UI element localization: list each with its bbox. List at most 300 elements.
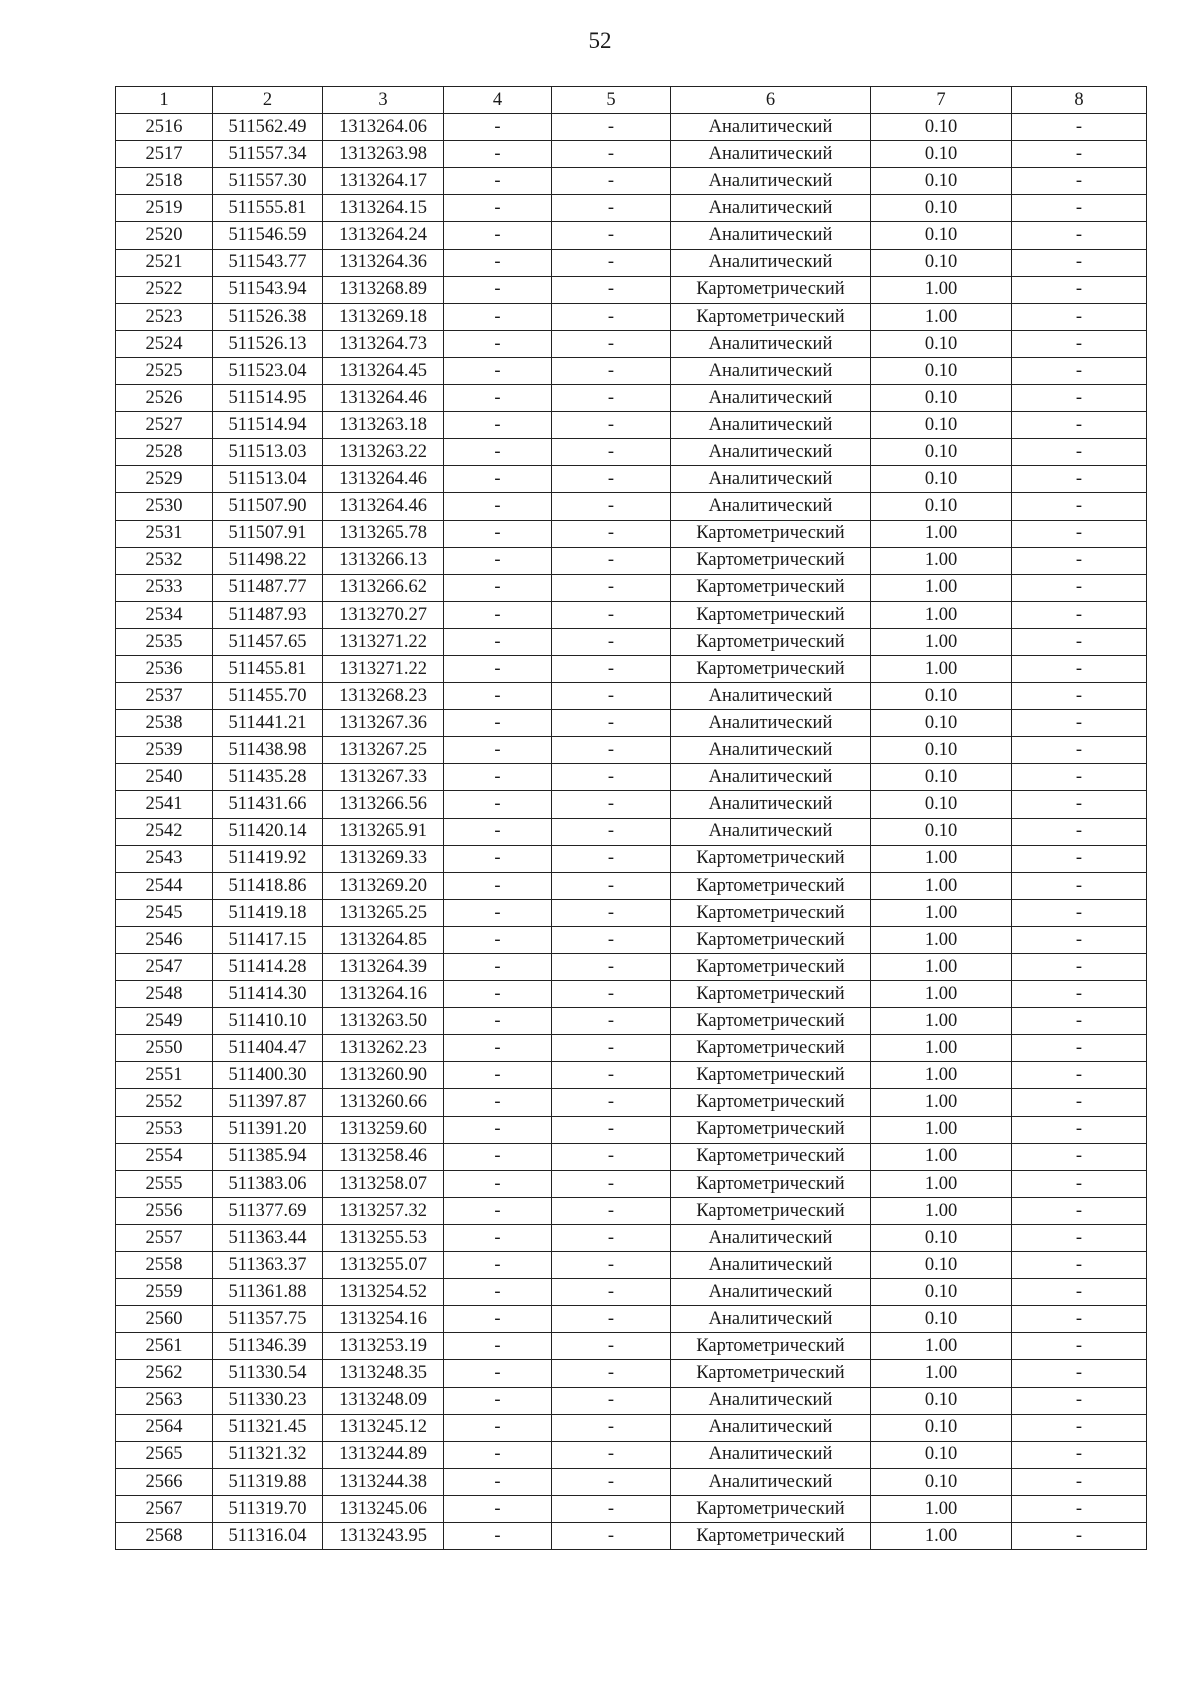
column-5-cell: - [552, 574, 671, 601]
point-number-cell: 2553 [116, 1116, 213, 1143]
column-5-cell: - [552, 1170, 671, 1197]
x-coordinate-cell: 511487.77 [213, 574, 323, 601]
point-number-cell: 2551 [116, 1062, 213, 1089]
table-row [116, 601, 1147, 628]
column-4-cell: - [444, 1495, 552, 1522]
table-row [116, 520, 1147, 547]
column-4-cell: - [444, 981, 552, 1008]
accuracy-cell: 0.10 [871, 1441, 1012, 1468]
column-8-cell: - [1012, 845, 1147, 872]
point-number-cell: 2516 [116, 114, 213, 141]
column-5-cell: - [552, 1116, 671, 1143]
column-4-cell: - [444, 1008, 552, 1035]
accuracy-cell: 1.00 [871, 1197, 1012, 1224]
column-header: 5 [552, 87, 671, 114]
point-number-cell: 2528 [116, 439, 213, 466]
column-4-cell: - [444, 466, 552, 493]
table-row [116, 303, 1147, 330]
accuracy-cell: 1.00 [871, 1522, 1012, 1549]
column-4-cell: - [444, 1089, 552, 1116]
point-number-cell: 2556 [116, 1197, 213, 1224]
column-8-cell: - [1012, 439, 1147, 466]
accuracy-cell: 0.10 [871, 1252, 1012, 1279]
accuracy-cell: 0.10 [871, 1306, 1012, 1333]
method-cell: Аналитический [671, 1252, 871, 1279]
method-cell: Аналитический [671, 466, 871, 493]
y-coordinate-cell: 1313265.78 [323, 520, 444, 547]
column-5-cell: - [552, 439, 671, 466]
y-coordinate-cell: 1313271.22 [323, 655, 444, 682]
x-coordinate-cell: 511526.13 [213, 330, 323, 357]
column-4-cell: - [444, 791, 552, 818]
y-coordinate-cell: 1313255.53 [323, 1224, 444, 1251]
point-number-cell: 2523 [116, 303, 213, 330]
column-5-cell: - [552, 601, 671, 628]
column-8-cell: - [1012, 276, 1147, 303]
point-number-cell: 2548 [116, 981, 213, 1008]
accuracy-cell: 1.00 [871, 1143, 1012, 1170]
column-5-cell: - [552, 357, 671, 384]
column-4-cell: - [444, 655, 552, 682]
column-8-cell: - [1012, 1441, 1147, 1468]
column-4-cell: - [444, 628, 552, 655]
x-coordinate-cell: 511562.49 [213, 114, 323, 141]
table-row [116, 412, 1147, 439]
table-row [116, 710, 1147, 737]
accuracy-cell: 0.10 [871, 249, 1012, 276]
method-cell: Аналитический [671, 791, 871, 818]
table-row [116, 872, 1147, 899]
x-coordinate-cell: 511419.92 [213, 845, 323, 872]
y-coordinate-cell: 1313265.25 [323, 899, 444, 926]
column-4-cell: - [444, 303, 552, 330]
accuracy-cell: 1.00 [871, 1089, 1012, 1116]
x-coordinate-cell: 511487.93 [213, 601, 323, 628]
point-number-cell: 2545 [116, 899, 213, 926]
method-cell: Аналитический [671, 1468, 871, 1495]
accuracy-cell: 1.00 [871, 276, 1012, 303]
table-row [116, 1197, 1147, 1224]
accuracy-cell: 0.10 [871, 683, 1012, 710]
accuracy-cell: 1.00 [871, 655, 1012, 682]
y-coordinate-cell: 1313271.22 [323, 628, 444, 655]
accuracy-cell: 0.10 [871, 168, 1012, 195]
y-coordinate-cell: 1313245.12 [323, 1414, 444, 1441]
y-coordinate-cell: 1313264.46 [323, 493, 444, 520]
method-cell: Аналитический [671, 683, 871, 710]
y-coordinate-cell: 1313263.98 [323, 141, 444, 168]
x-coordinate-cell: 511507.90 [213, 493, 323, 520]
table-row [116, 574, 1147, 601]
accuracy-cell: 0.10 [871, 1224, 1012, 1251]
method-cell: Аналитический [671, 737, 871, 764]
x-coordinate-cell: 511363.44 [213, 1224, 323, 1251]
column-4-cell: - [444, 439, 552, 466]
column-8-cell: - [1012, 601, 1147, 628]
method-cell: Картометрический [671, 899, 871, 926]
y-coordinate-cell: 1313264.46 [323, 466, 444, 493]
column-8-cell: - [1012, 1279, 1147, 1306]
accuracy-cell: 0.10 [871, 357, 1012, 384]
column-5-cell: - [552, 303, 671, 330]
column-8-cell: - [1012, 655, 1147, 682]
method-cell: Аналитический [671, 1414, 871, 1441]
table-row [116, 764, 1147, 791]
point-number-cell: 2554 [116, 1143, 213, 1170]
point-number-cell: 2525 [116, 357, 213, 384]
point-number-cell: 2531 [116, 520, 213, 547]
table-row [116, 845, 1147, 872]
y-coordinate-cell: 1313263.18 [323, 412, 444, 439]
y-coordinate-cell: 1313264.46 [323, 385, 444, 412]
method-cell: Картометрический [671, 601, 871, 628]
column-5-cell: - [552, 1008, 671, 1035]
method-cell: Картометрический [671, 954, 871, 981]
x-coordinate-cell: 511557.34 [213, 141, 323, 168]
method-cell: Картометрический [671, 1360, 871, 1387]
column-4-cell: - [444, 1333, 552, 1360]
column-5-cell: - [552, 222, 671, 249]
table-row [116, 1333, 1147, 1360]
column-5-cell: - [552, 899, 671, 926]
x-coordinate-cell: 511513.04 [213, 466, 323, 493]
table-row [116, 276, 1147, 303]
table-row [116, 737, 1147, 764]
column-8-cell: - [1012, 737, 1147, 764]
column-8-cell: - [1012, 412, 1147, 439]
column-8-cell: - [1012, 357, 1147, 384]
column-5-cell: - [552, 845, 671, 872]
x-coordinate-cell: 511418.86 [213, 872, 323, 899]
column-8-cell: - [1012, 1495, 1147, 1522]
accuracy-cell: 0.10 [871, 466, 1012, 493]
column-8-cell: - [1012, 628, 1147, 655]
table-row [116, 926, 1147, 953]
column-8-cell: - [1012, 1197, 1147, 1224]
column-4-cell: - [444, 899, 552, 926]
column-5-cell: - [552, 1062, 671, 1089]
table-row [116, 493, 1147, 520]
point-number-cell: 2542 [116, 818, 213, 845]
table-row [116, 1387, 1147, 1414]
table-header-row [116, 87, 1147, 114]
point-number-cell: 2543 [116, 845, 213, 872]
column-8-cell: - [1012, 926, 1147, 953]
point-number-cell: 2560 [116, 1306, 213, 1333]
y-coordinate-cell: 1313255.07 [323, 1252, 444, 1279]
column-4-cell: - [444, 222, 552, 249]
accuracy-cell: 0.10 [871, 764, 1012, 791]
column-5-cell: - [552, 683, 671, 710]
method-cell: Картометрический [671, 276, 871, 303]
method-cell: Картометрический [671, 1116, 871, 1143]
y-coordinate-cell: 1313257.32 [323, 1197, 444, 1224]
page-number: 52 [588, 28, 612, 53]
column-8-cell: - [1012, 1143, 1147, 1170]
method-cell: Аналитический [671, 439, 871, 466]
column-5-cell: - [552, 791, 671, 818]
accuracy-cell: 1.00 [871, 1035, 1012, 1062]
point-number-cell: 2557 [116, 1224, 213, 1251]
column-4-cell: - [444, 1252, 552, 1279]
column-5-cell: - [552, 926, 671, 953]
y-coordinate-cell: 1313264.36 [323, 249, 444, 276]
table-row [116, 1522, 1147, 1549]
table-row [116, 222, 1147, 249]
point-number-cell: 2536 [116, 655, 213, 682]
table-row [116, 1441, 1147, 1468]
accuracy-cell: 1.00 [871, 1495, 1012, 1522]
x-coordinate-cell: 511555.81 [213, 195, 323, 222]
x-coordinate-cell: 511438.98 [213, 737, 323, 764]
table-row [116, 1008, 1147, 1035]
x-coordinate-cell: 511419.18 [213, 899, 323, 926]
accuracy-cell: 1.00 [871, 1170, 1012, 1197]
column-4-cell: - [444, 1441, 552, 1468]
y-coordinate-cell: 1313264.24 [323, 222, 444, 249]
table-row [116, 1468, 1147, 1495]
table-row [116, 899, 1147, 926]
method-cell: Картометрический [671, 303, 871, 330]
point-number-cell: 2537 [116, 683, 213, 710]
point-number-cell: 2568 [116, 1522, 213, 1549]
point-number-cell: 2517 [116, 141, 213, 168]
column-5-cell: - [552, 954, 671, 981]
point-number-cell: 2520 [116, 222, 213, 249]
table-row [116, 655, 1147, 682]
column-4-cell: - [444, 574, 552, 601]
method-cell: Аналитический [671, 385, 871, 412]
x-coordinate-cell: 511357.75 [213, 1306, 323, 1333]
table-row [116, 1279, 1147, 1306]
y-coordinate-cell: 1313244.89 [323, 1441, 444, 1468]
column-4-cell: - [444, 926, 552, 953]
method-cell: Аналитический [671, 195, 871, 222]
y-coordinate-cell: 1313258.46 [323, 1143, 444, 1170]
column-8-cell: - [1012, 872, 1147, 899]
method-cell: Картометрический [671, 628, 871, 655]
table-row [116, 168, 1147, 195]
column-8-cell: - [1012, 114, 1147, 141]
method-cell: Картометрический [671, 1008, 871, 1035]
column-4-cell: - [444, 818, 552, 845]
column-5-cell: - [552, 818, 671, 845]
x-coordinate-cell: 511543.77 [213, 249, 323, 276]
x-coordinate-cell: 511420.14 [213, 818, 323, 845]
table-row [116, 1035, 1147, 1062]
x-coordinate-cell: 511319.88 [213, 1468, 323, 1495]
accuracy-cell: 0.10 [871, 1387, 1012, 1414]
x-coordinate-cell: 511455.81 [213, 655, 323, 682]
table-row [116, 1170, 1147, 1197]
method-cell: Аналитический [671, 1306, 871, 1333]
accuracy-cell: 1.00 [871, 981, 1012, 1008]
column-8-cell: - [1012, 466, 1147, 493]
y-coordinate-cell: 1313267.25 [323, 737, 444, 764]
table-row [116, 141, 1147, 168]
y-coordinate-cell: 1313262.23 [323, 1035, 444, 1062]
method-cell: Картометрический [671, 845, 871, 872]
accuracy-cell: 0.10 [871, 818, 1012, 845]
column-8-cell: - [1012, 791, 1147, 818]
accuracy-cell: 0.10 [871, 737, 1012, 764]
column-4-cell: - [444, 1279, 552, 1306]
point-number-cell: 2521 [116, 249, 213, 276]
x-coordinate-cell: 511385.94 [213, 1143, 323, 1170]
x-coordinate-cell: 511526.38 [213, 303, 323, 330]
x-coordinate-cell: 511546.59 [213, 222, 323, 249]
column-header: 7 [871, 87, 1012, 114]
point-number-cell: 2524 [116, 330, 213, 357]
method-cell: Картометрический [671, 1089, 871, 1116]
accuracy-cell: 1.00 [871, 1333, 1012, 1360]
y-coordinate-cell: 1313270.27 [323, 601, 444, 628]
column-5-cell: - [552, 1089, 671, 1116]
method-cell: Картометрический [671, 1170, 871, 1197]
column-8-cell: - [1012, 330, 1147, 357]
column-5-cell: - [552, 628, 671, 655]
column-5-cell: - [552, 1522, 671, 1549]
method-cell: Картометрический [671, 1143, 871, 1170]
column-8-cell: - [1012, 1170, 1147, 1197]
point-number-cell: 2533 [116, 574, 213, 601]
point-number-cell: 2559 [116, 1279, 213, 1306]
x-coordinate-cell: 511410.10 [213, 1008, 323, 1035]
column-5-cell: - [552, 981, 671, 1008]
column-8-cell: - [1012, 141, 1147, 168]
accuracy-cell: 0.10 [871, 330, 1012, 357]
y-coordinate-cell: 1313259.60 [323, 1116, 444, 1143]
column-5-cell: - [552, 1387, 671, 1414]
column-4-cell: - [444, 168, 552, 195]
accuracy-cell: 1.00 [871, 601, 1012, 628]
column-5-cell: - [552, 710, 671, 737]
method-cell: Аналитический [671, 412, 871, 439]
x-coordinate-cell: 511383.06 [213, 1170, 323, 1197]
column-8-cell: - [1012, 168, 1147, 195]
column-4-cell: - [444, 1143, 552, 1170]
column-5-cell: - [552, 1279, 671, 1306]
column-4-cell: - [444, 1360, 552, 1387]
column-header: 1 [116, 87, 213, 114]
x-coordinate-cell: 511441.21 [213, 710, 323, 737]
y-coordinate-cell: 1313266.62 [323, 574, 444, 601]
point-number-cell: 2522 [116, 276, 213, 303]
column-4-cell: - [444, 520, 552, 547]
method-cell: Аналитический [671, 222, 871, 249]
table-row [116, 1224, 1147, 1251]
column-header: 8 [1012, 87, 1147, 114]
method-cell: Аналитический [671, 114, 871, 141]
column-4-cell: - [444, 601, 552, 628]
y-coordinate-cell: 1313264.17 [323, 168, 444, 195]
column-4-cell: - [444, 764, 552, 791]
column-4-cell: - [444, 1170, 552, 1197]
point-number-cell: 2547 [116, 954, 213, 981]
y-coordinate-cell: 1313268.23 [323, 683, 444, 710]
accuracy-cell: 0.10 [871, 1468, 1012, 1495]
x-coordinate-cell: 511514.95 [213, 385, 323, 412]
table-row [116, 1414, 1147, 1441]
column-4-cell: - [444, 385, 552, 412]
x-coordinate-cell: 511543.94 [213, 276, 323, 303]
method-cell: Аналитический [671, 818, 871, 845]
table-row [116, 330, 1147, 357]
y-coordinate-cell: 1313258.07 [323, 1170, 444, 1197]
table-row [116, 114, 1147, 141]
method-cell: Картометрический [671, 872, 871, 899]
point-number-cell: 2540 [116, 764, 213, 791]
column-5-cell: - [552, 655, 671, 682]
method-cell: Аналитический [671, 330, 871, 357]
method-cell: Аналитический [671, 493, 871, 520]
y-coordinate-cell: 1313243.95 [323, 1522, 444, 1549]
table-row [116, 791, 1147, 818]
column-8-cell: - [1012, 1224, 1147, 1251]
table-row [116, 1089, 1147, 1116]
column-4-cell: - [444, 845, 552, 872]
x-coordinate-cell: 511523.04 [213, 357, 323, 384]
x-coordinate-cell: 511346.39 [213, 1333, 323, 1360]
column-4-cell: - [444, 1116, 552, 1143]
accuracy-cell: 0.10 [871, 493, 1012, 520]
y-coordinate-cell: 1313264.15 [323, 195, 444, 222]
point-number-cell: 2562 [116, 1360, 213, 1387]
y-coordinate-cell: 1313268.89 [323, 276, 444, 303]
column-5-cell: - [552, 764, 671, 791]
column-5-cell: - [552, 547, 671, 574]
column-4-cell: - [444, 1035, 552, 1062]
method-cell: Картометрический [671, 520, 871, 547]
column-5-cell: - [552, 1495, 671, 1522]
column-5-cell: - [552, 1224, 671, 1251]
column-8-cell: - [1012, 1035, 1147, 1062]
x-coordinate-cell: 511397.87 [213, 1089, 323, 1116]
column-4-cell: - [444, 1197, 552, 1224]
column-8-cell: - [1012, 222, 1147, 249]
column-8-cell: - [1012, 818, 1147, 845]
column-5-cell: - [552, 276, 671, 303]
y-coordinate-cell: 1313265.91 [323, 818, 444, 845]
column-4-cell: - [444, 710, 552, 737]
x-coordinate-cell: 511391.20 [213, 1116, 323, 1143]
column-8-cell: - [1012, 385, 1147, 412]
x-coordinate-cell: 511457.65 [213, 628, 323, 655]
table-row [116, 547, 1147, 574]
column-8-cell: - [1012, 1062, 1147, 1089]
point-number-cell: 2534 [116, 601, 213, 628]
y-coordinate-cell: 1313266.56 [323, 791, 444, 818]
accuracy-cell: 1.00 [871, 899, 1012, 926]
column-8-cell: - [1012, 954, 1147, 981]
accuracy-cell: 1.00 [871, 1360, 1012, 1387]
column-4-cell: - [444, 276, 552, 303]
column-4-cell: - [444, 737, 552, 764]
method-cell: Картометрический [671, 1333, 871, 1360]
y-coordinate-cell: 1313264.85 [323, 926, 444, 953]
y-coordinate-cell: 1313244.38 [323, 1468, 444, 1495]
point-number-cell: 2526 [116, 385, 213, 412]
accuracy-cell: 1.00 [871, 1116, 1012, 1143]
column-header: 2 [213, 87, 323, 114]
y-coordinate-cell: 1313269.20 [323, 872, 444, 899]
x-coordinate-cell: 511507.91 [213, 520, 323, 547]
y-coordinate-cell: 1313264.06 [323, 114, 444, 141]
column-header: 4 [444, 87, 552, 114]
method-cell: Картометрический [671, 1495, 871, 1522]
column-5-cell: - [552, 1035, 671, 1062]
column-4-cell: - [444, 954, 552, 981]
